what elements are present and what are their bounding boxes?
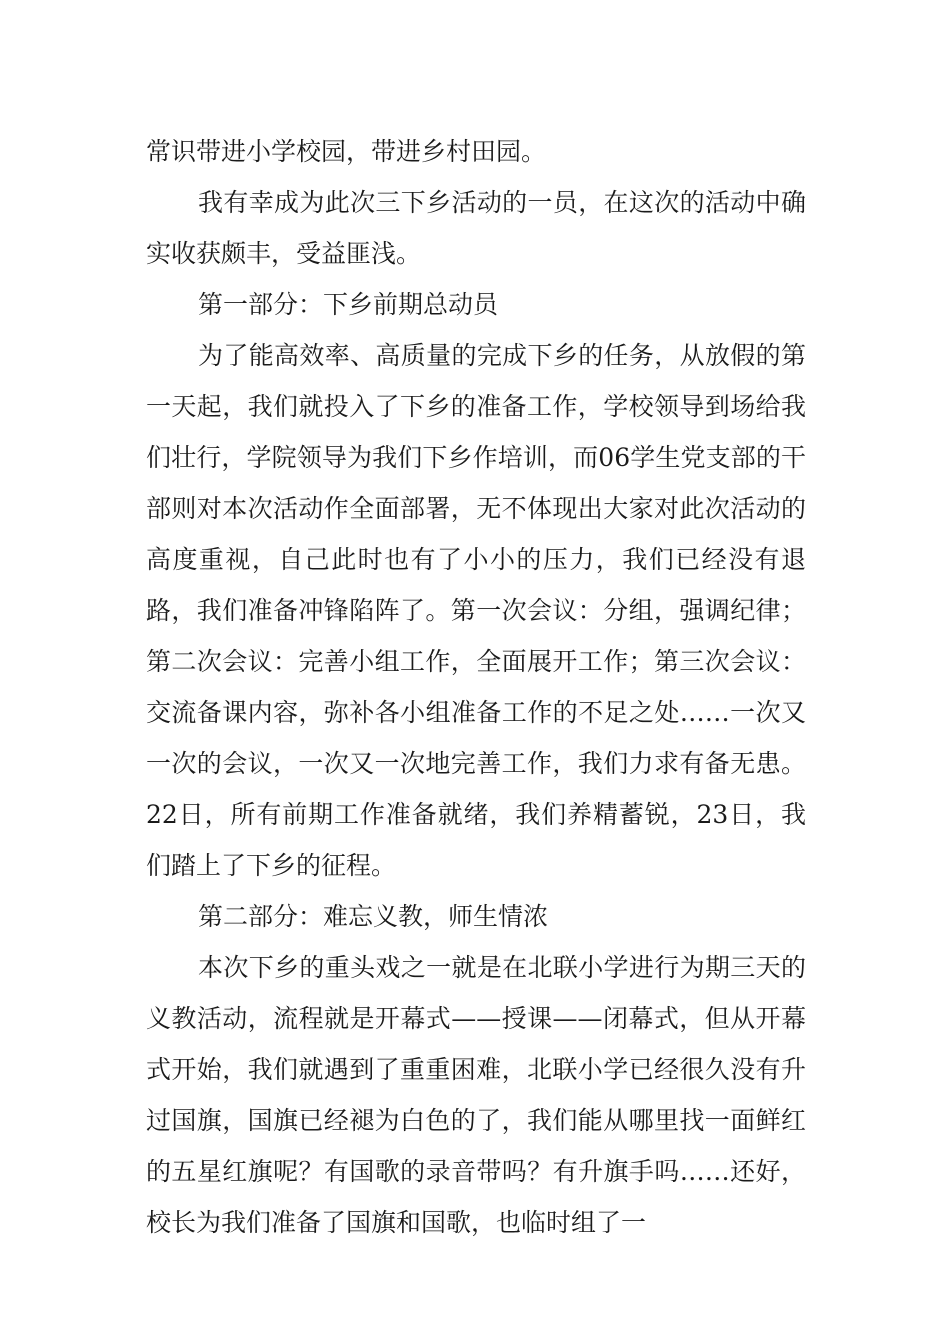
paragraph-2: 我有幸成为此次三下乡活动的一员，在这次的活动中确实收获颇丰，受益匪浅。 [146, 188, 806, 268]
section-heading-1: 第一部分：下乡前期总动员 [198, 290, 499, 319]
paragraph-3: 为了能高效率、高质量的完成下乡的任务，从放假的第一天起，我们就投入了下乡的准备工作，学校领导到场给我们壮行，学院领导为我们下乡作培训，而06学生党支部的干部则对本次活动作全面部署，无不体现出大家对此次活动的高度重视，自己此时也有了小小的压力，我们已经没有退路，我们准备冲锋陷阵了。第一次会议：分组，强调纪律；第二次会议：完善小组工作，全面展开工作；第三次会议：交流备课内容，弥补各小组准备工作的不足之处……一次又一次的会议，一次又一次地完善工作，我们力求有备无患。22日，所有前期工作准备就绪，我们养精蓄锐，23日，我们踏上了下乡的征程。 [146, 341, 806, 880]
section-heading-2: 第二部分：难忘义教，师生情浓 [198, 902, 549, 931]
paragraph-1: 常识带进小学校园，带进乡村田园。 [146, 137, 547, 166]
document-body [146, 126, 806, 1248]
paragraph-4: 本次下乡的重头戏之一就是在北联小学进行为期三天的义教活动，流程就是开幕式——授课——闭幕式，但从开幕式开始，我们就遇到了重重困难，北联小学已经很久没有升过国旗，国旗已经褪为白色的了，我们能从哪里找一面鲜红的五星红旗呢？有国歌的录音带吗？有升旗手吗……还好，校长为我们准备了国旗和国歌，也临时组了一 [146, 953, 806, 1237]
